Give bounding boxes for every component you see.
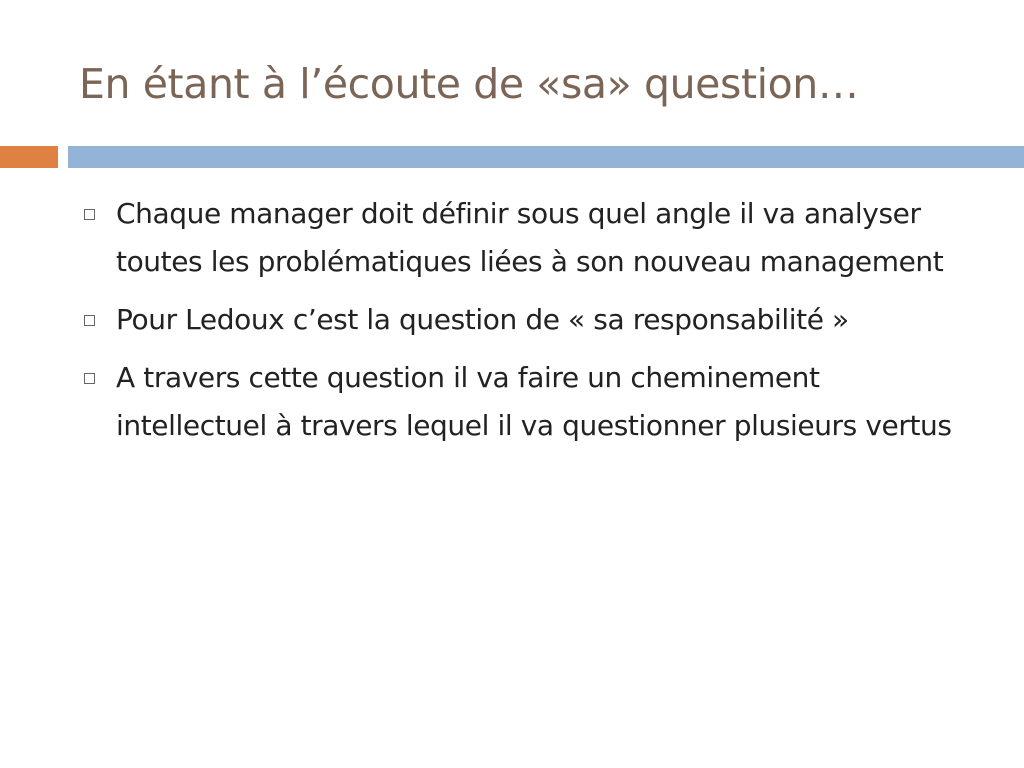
bullet-text: A travers cette question il va faire un cheminement intellectuel à travers lequel il va questionner plusieurs vertus (116, 361, 952, 442)
accent-bar-orange (0, 146, 58, 168)
square-bullet-icon (84, 315, 95, 326)
square-bullet-icon (84, 209, 95, 220)
bullet-list (84, 190, 964, 460)
slide-title: En étant à l’écoute de «sa» question… (79, 60, 859, 108)
bullet-text: Chaque manager doit définir sous quel angle il va analyser toutes les problématiques liées à son nouveau management (116, 197, 944, 278)
square-bullet-icon (84, 373, 95, 384)
bullet-item (84, 296, 964, 344)
bullet-item (84, 190, 964, 286)
accent-bar-blue (68, 146, 1024, 168)
bullet-text: Pour Ledoux c’est la question de « sa responsabilité » (116, 303, 849, 336)
bullet-item (84, 354, 964, 450)
